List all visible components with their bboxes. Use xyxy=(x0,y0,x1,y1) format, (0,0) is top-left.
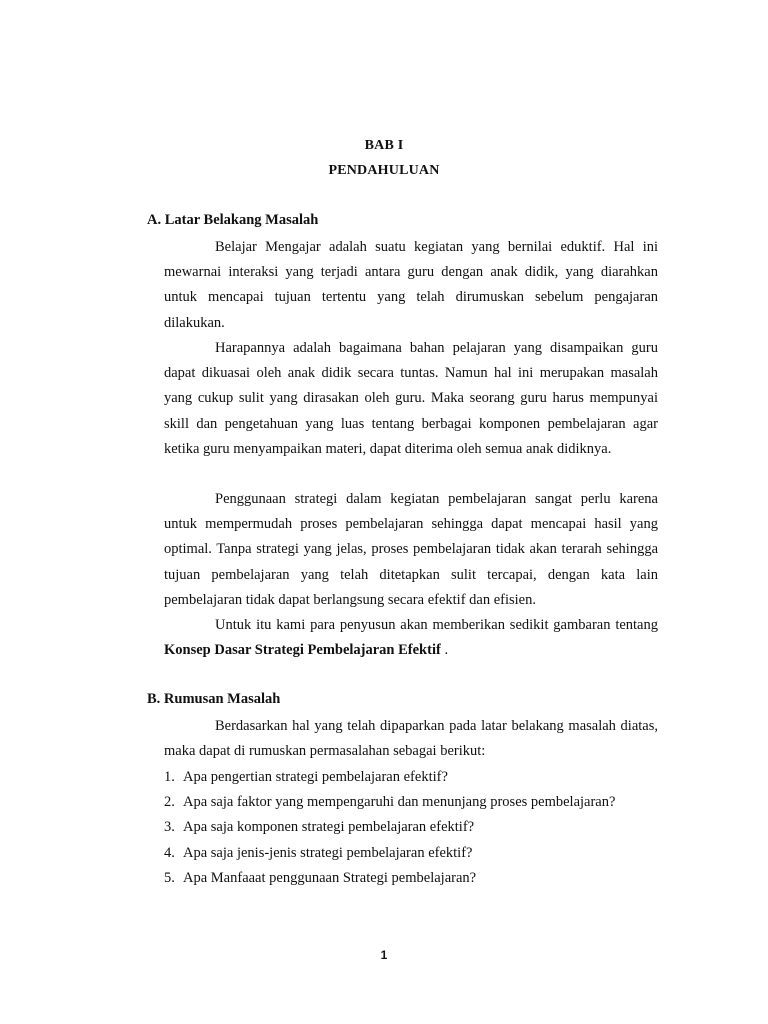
list-item xyxy=(164,815,664,840)
closing-suffix: . xyxy=(440,642,449,659)
section-b-intro: Berdasarkan hal yang telah dipaparkan pada latar belakang masalah diatas, maka dapat di rumuskan permasalahan sebagai berikut: xyxy=(164,718,658,760)
paragraph-2: Harapannya adalah bagaimana bahan pelajaran yang disampaikan guru dapat dikuasai oleh anak didik secara tuntas. Namun hal ini merupakan masalah yang cukup sulit yang dirasakan oleh guru. Maka seorang guru harus mempunyai skill dan pengetahuan yang luas tentang berbagai komponen pembelajaran agar ketika guru menyampaikan materi, dapat diterima oleh semua anak didiknya. xyxy=(164,340,658,457)
list-item-number: 3. xyxy=(164,819,175,836)
page-number: 1 xyxy=(380,948,388,962)
list-item-number: 1. xyxy=(164,769,175,785)
list-item-number: 5. xyxy=(164,869,175,886)
section-a-heading: A. Latar Belakang Masalah xyxy=(147,212,319,228)
paragraph-3: Penggunaan strategi dalam kegiatan pembelajaran sangat perlu karena untuk mempermudah proses pembelajaran sehingga dapat mencapai hasil yang optimal. Tanpa strategi yang jelas, proses pembelajaran tidak akan terarah sehingga tujuan pembelajaran yang telah ditetapkan sulit tercapai, dengan kata lain pembelajaran tidak dapat berlangsung secara efektif dan efisien. xyxy=(164,491,658,608)
section-b-heading: B. Rumusan Masalah xyxy=(147,691,281,707)
list-item-text: Apa Manfaaat penggunaan Strategi pembelajaran? xyxy=(183,869,477,886)
chapter-title: PENDAHULUAN xyxy=(328,163,440,178)
list-item xyxy=(164,790,664,815)
list-item-number: 2. xyxy=(164,794,175,811)
paragraph-1: Belajar Mengajar adalah suatu kegiatan yang bernilai eduktif. Hal ini mewarnai interaksi yang terjadi antara guru dengan anak didik, yang diarahkan untuk mencapai tujuan tertentu yang telah dirumuskan sebelum pengajaran dilakukan. xyxy=(164,239,658,331)
list-item-number: 4. xyxy=(164,844,175,861)
list-item-text: Apa pengertian strategi pembelajaran efektif? xyxy=(183,769,448,785)
question-list xyxy=(164,765,664,891)
list-item xyxy=(164,841,664,866)
closing-bold-topic: Konsep Dasar Strategi Pembelajaran Efektif xyxy=(164,642,441,659)
list-item-text: Apa saja jenis-jenis strategi pembelajaran efektif? xyxy=(183,844,473,861)
list-item xyxy=(164,866,664,891)
list-item-text: Apa saja komponen strategi pembelajaran efektif? xyxy=(183,819,475,836)
list-item-text: Apa saja faktor yang mempengaruhi dan menunjang proses pembelajaran? xyxy=(183,794,616,811)
chapter-number: BAB I xyxy=(364,138,404,153)
closing-prefix: Untuk itu kami para penyusun akan memberikan sedikit gambaran tentang xyxy=(215,617,658,633)
list-item xyxy=(164,765,664,790)
paragraph-closing xyxy=(164,613,658,663)
